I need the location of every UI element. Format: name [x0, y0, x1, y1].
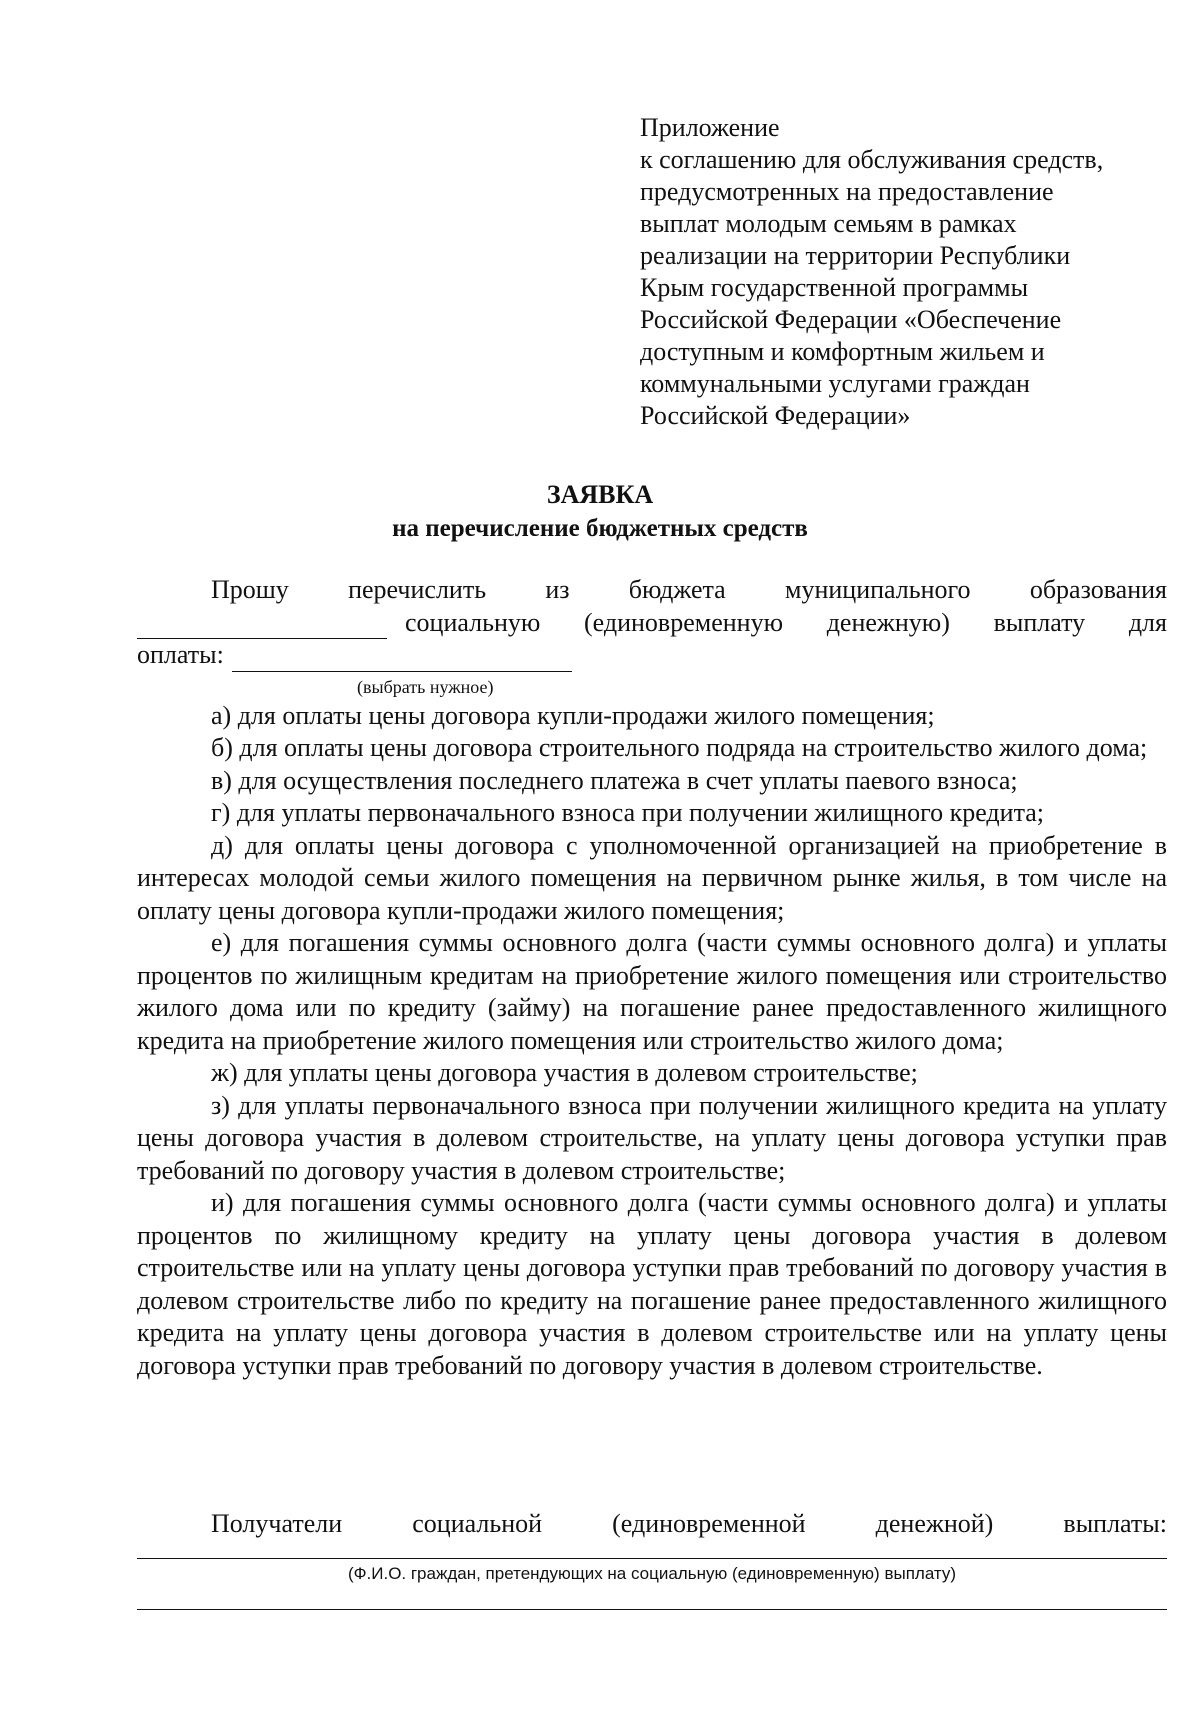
request-word: Прошу [211, 575, 289, 604]
option-item: ж) для уплаты цены договора участия в долевом строительстве; [211, 1058, 918, 1087]
appendix-line: Крым государственной программы [640, 273, 1029, 302]
appendix-line: предусмотренных на предоставление [640, 177, 1054, 206]
option-item: в) для осуществления последнего платежа в счет уплаты паевого взноса; [211, 765, 1018, 795]
recipients-word: выплаты: [1063, 1509, 1167, 1538]
appendix-line: Российской Федерации» [640, 401, 911, 430]
recipients-blank-line[interactable] [137, 1558, 1167, 1559]
request-word: выплату [993, 607, 1086, 637]
recipients-word: социальной [412, 1509, 543, 1538]
option-item: е) для погашения суммы основного долга (части суммы основного долга) и уплаты процентов по жилищным кредитам на приобретение жилого помещения или строительство жилого дома или по кредиту (займу) на погашение ранее предоставленного жилищного кредита на приобретение жилого помещения или строительство жилого дома; [137, 928, 1167, 1055]
request-word: перечислить [348, 575, 487, 604]
option-item: и) для погашения суммы основного долга (части суммы основного долга) и уплаты процентов по жилищному кредиту на уплату цены договора участия в долевом строительстве или на уплату цены договора уступки прав требований по договору участия в долевом строительстве либо по кредиту на погашение ранее предоставленного жилищного кредита на уплату цены договора участия в долевом строительстве или на уплату цены договора уступки прав требований по договору участия в долевом строительстве. [137, 1188, 1167, 1380]
recipients-word: Получатели [211, 1509, 343, 1538]
recipients-blank-line-2[interactable] [137, 1609, 1167, 1610]
request-line-1 [137, 574, 1167, 607]
appendix-line: Российской Федерации «Обеспечение [640, 305, 1062, 334]
appendix-line: доступным и комфортным жильем и [640, 337, 1045, 366]
choose-note: (выбрать нужное) [357, 676, 494, 697]
payment-line [137, 639, 1167, 672]
fio-note: (Ф.И.О. граждан, претендующих на социальную (единовременную) выплату) [347, 1564, 957, 1583]
option-item: б) для оплаты цены договора строительного подряда на строительство жилого дома; [211, 733, 1148, 762]
option-item: а) для оплаты цены договора купли-продажи жилого помещения; [211, 700, 935, 730]
recipients-line [137, 1508, 1167, 1540]
request-word: из [545, 575, 570, 604]
request-line-2 [137, 607, 1167, 640]
document-title: ЗАЯВКА [546, 480, 654, 509]
request-word: образования [1029, 575, 1167, 604]
option-item: г) для уплаты первоначального взноса при получении жилищного кредита; [211, 798, 1045, 827]
document-body [137, 574, 1167, 1382]
payment-blank[interactable] [232, 645, 572, 672]
request-word: муниципального [785, 575, 971, 604]
appendix-heading: Приложение [640, 113, 780, 142]
recipients-word: денежной) [875, 1509, 994, 1538]
recipients-word: (единовременной [612, 1509, 806, 1538]
appendix-line: реализации на территории Республики [640, 241, 1071, 270]
appendix-line: выплат молодым семьям в рамках [640, 209, 1017, 238]
municipality-blank[interactable] [137, 612, 387, 639]
document-subtitle: на перечисление бюджетных средств [392, 515, 808, 542]
payment-label: оплаты: [137, 640, 224, 669]
appendix-line: коммунальными услугами граждан [640, 369, 1030, 398]
request-word: бюджета [628, 575, 726, 604]
request-word: социальную [405, 607, 541, 637]
appendix-block [640, 112, 1160, 432]
option-item: д) для оплаты цены договора с уполномоченной организацией на приобретение в интересах молодой семьи жилого помещения на первичном рынке жилья, в том числе на оплату цены договора купли-продажи жилого помещения; [137, 830, 1167, 925]
request-word: для [1128, 607, 1167, 637]
request-word: (единовременную [584, 607, 783, 637]
appendix-line: к соглашению для обслуживания средств, [640, 145, 1104, 174]
option-item: з) для уплаты первоначального взноса при получении жилищного кредита на уплату цены договора участия в долевом строительстве, на уплату цены договора уступки прав требований по договору участия в долевом строительстве; [137, 1090, 1167, 1185]
request-word: денежную) [826, 607, 950, 637]
